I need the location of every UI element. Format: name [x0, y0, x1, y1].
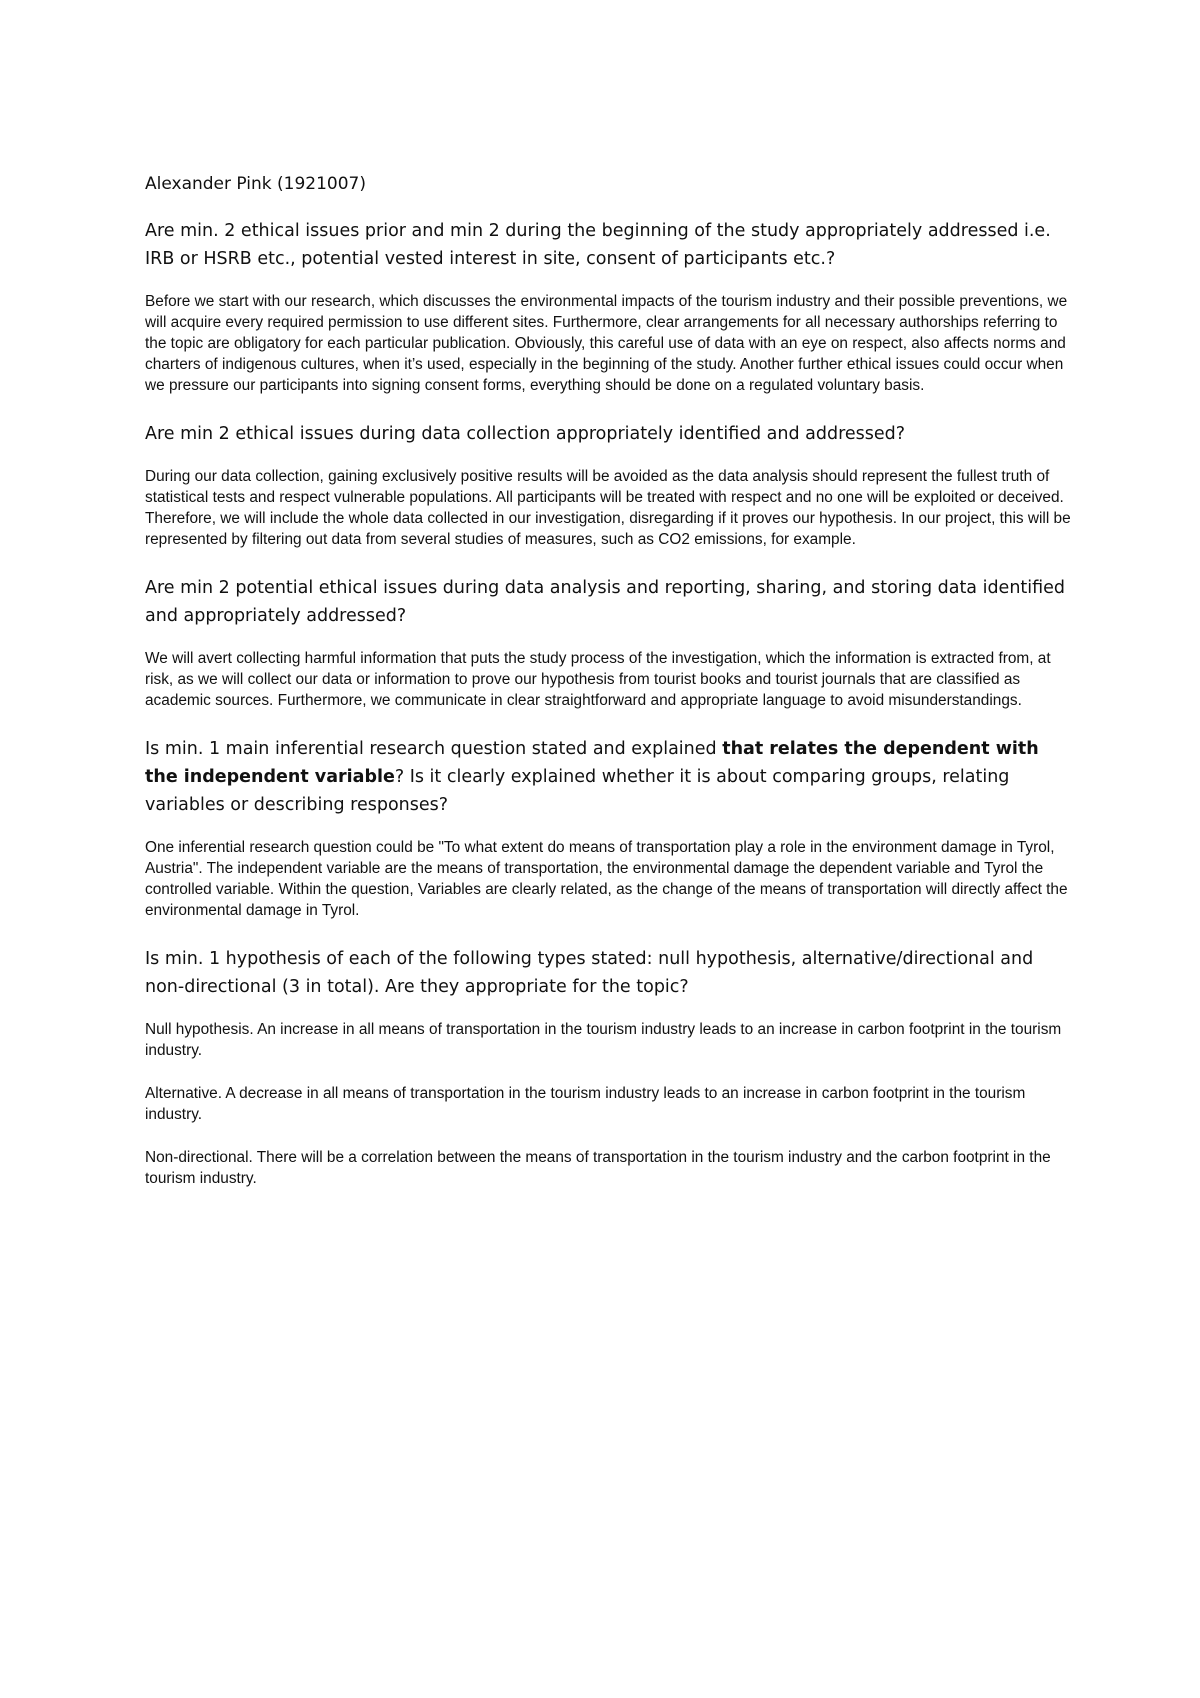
question-4-part1: Is min. 1 main inferential research question stated and explained [145, 739, 723, 759]
answer-3: We will avert collecting harmful information that puts the study process of the investigation, which the information is extracted from, at risk, as we will collect our data or information to prove our hypothesis from tourist books and tourist journals that are classified as academic sources. Furthermore, we communicate in clear straightforward and appropriate language to avoid misunderstandings. [145, 650, 1051, 709]
alternative-hypothesis: Alternative. A decrease in all means of transportation in the tourism industry leads to an increase in carbon footprint in the tourism industry. [145, 1085, 1026, 1123]
answer-2: During our data collection, gaining exclusively positive results will be avoided as the data analysis should represent the fullest truth of statistical tests and respect vulnerable populations. All participants will be treated with respect and no one will be exploited or deceived. Therefore, we will include the whole data collected in our investigation, disregarding if it proves our hypothesis. In our project, this will be represented by filtering out data from several studies of measures, such as CO2 emissions, for example. [145, 468, 1071, 548]
question-3: Are min 2 potential ethical issues during data analysis and reporting, sharing, and storing data identified and appropriately addressed? [145, 578, 1066, 626]
question-4-part2: ? Is it clearly explained whether it is about comparing groups, relating variables or describing responses? [145, 767, 1010, 815]
null-hypothesis: Null hypothesis. An increase in all means of transportation in the tourism industry leads to an increase in carbon footprint in the tourism industry. [145, 1021, 1062, 1059]
answer-1: Before we start with our research, which discusses the environmental impacts of the tourism industry and their possible preventions, we will acquire every required permission to use different sites. Furthermore, clear arrangements for all necessary authorships referring to the topic are obligatory for each particular publication. Obviously, this careful use of data with an eye on respect, also affects norms and charters of indigenous cultures, when it’s used, especially in the beginning of the study. Another further ethical issues could occur when we pressure our participants into signing consent forms, everything should be done on a regulated voluntary basis. [145, 293, 1068, 394]
question-5: Is min. 1 hypothesis of each of the following types stated: null hypothesis, alternative/directional and non-directional (3 in total). Are they appropriate for the topic? [145, 949, 1034, 997]
question-1: Are min. 2 ethical issues prior and min 2 during the beginning of the study appropriately addressed i.e. IRB or HSRB etc., potential vested interest in site, consent of participants etc.? [145, 221, 1051, 269]
answer-4: One inferential research question could be "To what extent do means of transportation play a role in the environment damage in Tyrol, Austria". The independent variable are the means of transportation, the environmental damage the dependent variable and Tyrol the controlled variable. Within the question, Variables are clearly related, as the change of the means of transportation will directly affect the environmental damage in Tyrol. [145, 839, 1068, 919]
author-line: Alexander Pink (1921007) [145, 174, 367, 194]
document-body [145, 172, 1075, 1211]
question-4-bold: that relates the dependent with the independent variable [145, 739, 1039, 787]
non-directional-hypothesis: Non-directional. There will be a correlation between the means of transportation in the tourism industry and the carbon footprint in the tourism industry. [145, 1149, 1051, 1187]
question-4 [145, 735, 1075, 819]
question-2: Are min 2 ethical issues during data collection appropriately identified and addressed? [145, 424, 906, 444]
